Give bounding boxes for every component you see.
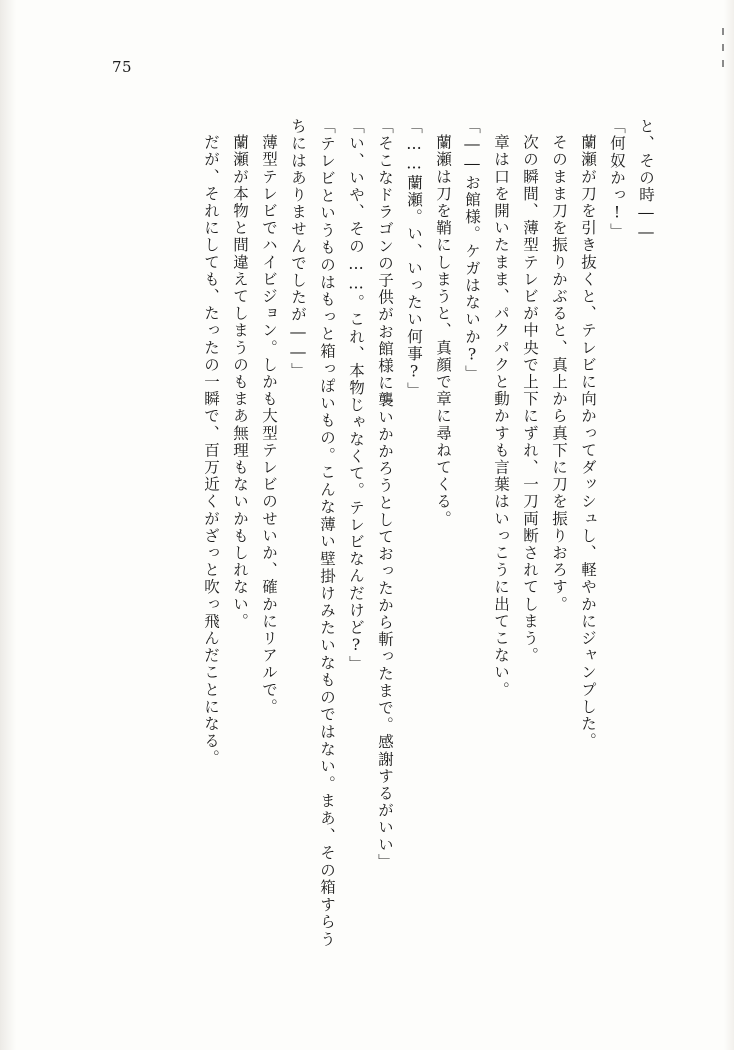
body-line: 「い、いや、その……。これ、本物じゃなくて。テレビなんだけど?」	[347, 118, 365, 673]
body-line: 「テレビというものはもっと箱っぽいもの。こんな薄い壁掛けみたいなものではない。まあ、その箱すらうちにはありませんでしたが――」	[289, 118, 336, 948]
body-line: 「何奴かっ!」	[608, 118, 626, 241]
body-line: 蘭瀬は刀を鞘にしまうと、真顔で章に尋ねてくる。	[434, 133, 452, 527]
body-line: 次の瞬間、薄型テレビが中央で上下にずれ、一刀両断されてしまう。	[521, 133, 539, 664]
body-line: 薄型テレビでハイビジョン。しかも大型テレビのせいか、確かにリアルで。	[260, 133, 278, 715]
body-line: だが、それにしても、たったの一瞬で、百万近くがざっと吹っ飛んだことになる。	[202, 133, 220, 767]
page-number: 75	[112, 58, 133, 76]
body-line: 章は口を開いたまま、パクパクと動かすも言葉はいっこうに出てこない。	[492, 133, 510, 698]
body-line: 蘭瀬が刀を引き抜くと、テレビに向かってダッシュし、軽やかにジャンプした。	[579, 133, 597, 750]
body-line: 「そこなドラゴンの子供がお館様に襲いかかろうとしておったから斬ったまで。感謝するがいい」	[376, 118, 394, 871]
body-line: と、その時――	[637, 118, 655, 243]
body-line: 蘭瀬が本物と間違えてしまうのもまあ無理もないかもしれない。	[231, 133, 249, 630]
scan-edge-mark	[722, 60, 724, 67]
scan-edge-mark	[722, 28, 724, 35]
body-line: 「――お館様。ケガはないか?」	[463, 118, 481, 382]
body-line: そのまま刀を振りかぶると、真上から真下に刀を振りおろす。	[550, 133, 568, 613]
scan-edge-mark	[722, 44, 724, 51]
page-body	[80, 118, 660, 948]
body-line: 「……蘭瀬。い、いったい何事?」	[405, 118, 423, 400]
